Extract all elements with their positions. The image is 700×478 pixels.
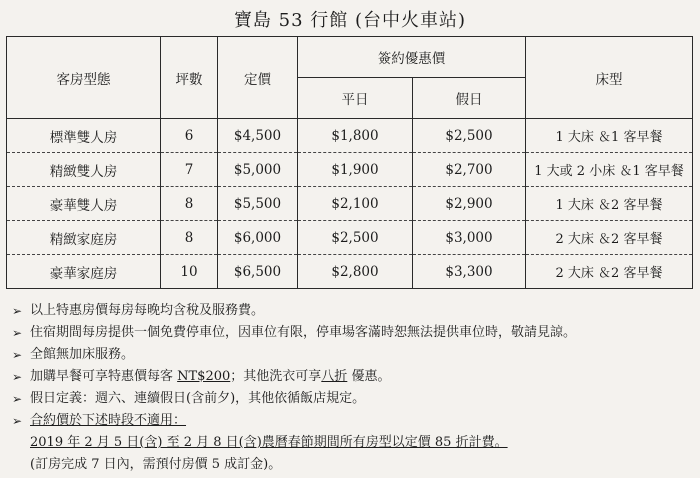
table-row: [7, 153, 693, 187]
note-text-part: ；其他洗衣可享: [230, 369, 322, 384]
arrow-bullet-icon: ➢: [12, 304, 23, 318]
bed-type-cell: 2 大床 ＆2 客早餐: [526, 221, 693, 255]
note-item: [12, 366, 692, 388]
weekday-price-cell: $2,100: [298, 187, 413, 221]
header-ping: 坪數: [161, 37, 218, 119]
table-row: [7, 187, 693, 221]
note-item: [12, 322, 692, 344]
note-text: 以上特惠房價每房每晚均含稅及服務費。: [30, 303, 265, 318]
room-type-cell: 標準雙人房: [7, 119, 161, 153]
rate-table: [6, 36, 693, 289]
note-text: 合約價於下述時段不適用：: [30, 413, 187, 428]
header-bed-type: 床型: [526, 37, 693, 119]
note-continuation: 2019 年 2 月 5 日(含) 至 2 月 8 日(含)農曆春節期間所有房型以定價 85 折計費。: [30, 435, 508, 450]
header-weekday: 平日: [298, 78, 413, 119]
header-holiday: 假日: [413, 78, 526, 119]
holiday-price-cell: $2,500: [413, 119, 526, 153]
note-text-part: 加購早餐可享特惠價每客: [30, 369, 178, 384]
arrow-bullet-icon: ➢: [12, 392, 23, 406]
ping-cell: 8: [161, 221, 218, 255]
note-text: 假日定義：週六、連續假日(含前夕)，其他依循飯店規定。: [30, 391, 366, 406]
list-price-cell: $6,000: [218, 221, 298, 255]
laundry-discount: 八折: [321, 369, 348, 384]
room-type-cell: 精緻雙人房: [7, 153, 161, 187]
arrow-bullet-icon: ➢: [12, 370, 23, 384]
note-item: [12, 410, 692, 432]
ping-cell: 8: [161, 187, 218, 221]
room-type-cell: 豪華雙人房: [7, 187, 161, 221]
holiday-price-cell: $3,000: [413, 221, 526, 255]
note-item: [12, 300, 692, 322]
holiday-price-cell: $2,900: [413, 187, 526, 221]
bed-type-cell: 1 大或 2 小床 ＆1 客早餐: [526, 153, 693, 187]
note-item: [12, 344, 692, 366]
room-type-cell: 豪華家庭房: [7, 255, 161, 289]
note-text: 住宿期間每房提供一個免費停車位，因車位有限，停車場客滿時恕無法提供車位時，敬請見諒。: [30, 325, 577, 340]
bed-type-cell: 1 大床 ＆1 客早餐: [526, 119, 693, 153]
weekday-price-cell: $1,900: [298, 153, 413, 187]
holiday-price-cell: $2,700: [413, 153, 526, 187]
table-row: [7, 255, 693, 289]
list-price-cell: $5,500: [218, 187, 298, 221]
note-continuation: (訂房完成 7 日內，需預付房價 5 成訂金)。: [30, 457, 282, 472]
ping-cell: 7: [161, 153, 218, 187]
weekday-price-cell: $2,500: [298, 221, 413, 255]
ping-cell: 10: [161, 255, 218, 289]
note-item: [12, 388, 692, 410]
list-price-cell: $5,000: [218, 153, 298, 187]
bed-type-cell: 2 大床 ＆2 客早餐: [526, 255, 693, 289]
header-contract-price: 簽約優惠價: [298, 37, 526, 78]
holiday-price-cell: $3,300: [413, 255, 526, 289]
table-row: [7, 221, 693, 255]
weekday-price-cell: $2,800: [298, 255, 413, 289]
header-list-price: 定價: [218, 37, 298, 119]
bed-type-cell: 1 大床 ＆2 客早餐: [526, 187, 693, 221]
ping-cell: 6: [161, 119, 218, 153]
header-room-type: 客房型態: [7, 37, 161, 119]
breakfast-price: NT$200: [177, 369, 231, 384]
weekday-price-cell: $1,800: [298, 119, 413, 153]
notes-list: [12, 300, 692, 476]
table-row: [7, 119, 693, 153]
arrow-bullet-icon: ➢: [12, 348, 23, 362]
room-type-cell: 精緻家庭房: [7, 221, 161, 255]
note-text-part: 優惠。: [347, 369, 391, 384]
list-price-cell: $4,500: [218, 119, 298, 153]
note-text: 全館無加床服務。: [30, 347, 135, 362]
list-price-cell: $6,500: [218, 255, 298, 289]
arrow-bullet-icon: ➢: [12, 414, 23, 428]
page-title: 寶島 53 行館 (台中火車站): [233, 10, 467, 31]
note-text: [30, 366, 390, 388]
arrow-bullet-icon: ➢: [12, 326, 23, 340]
